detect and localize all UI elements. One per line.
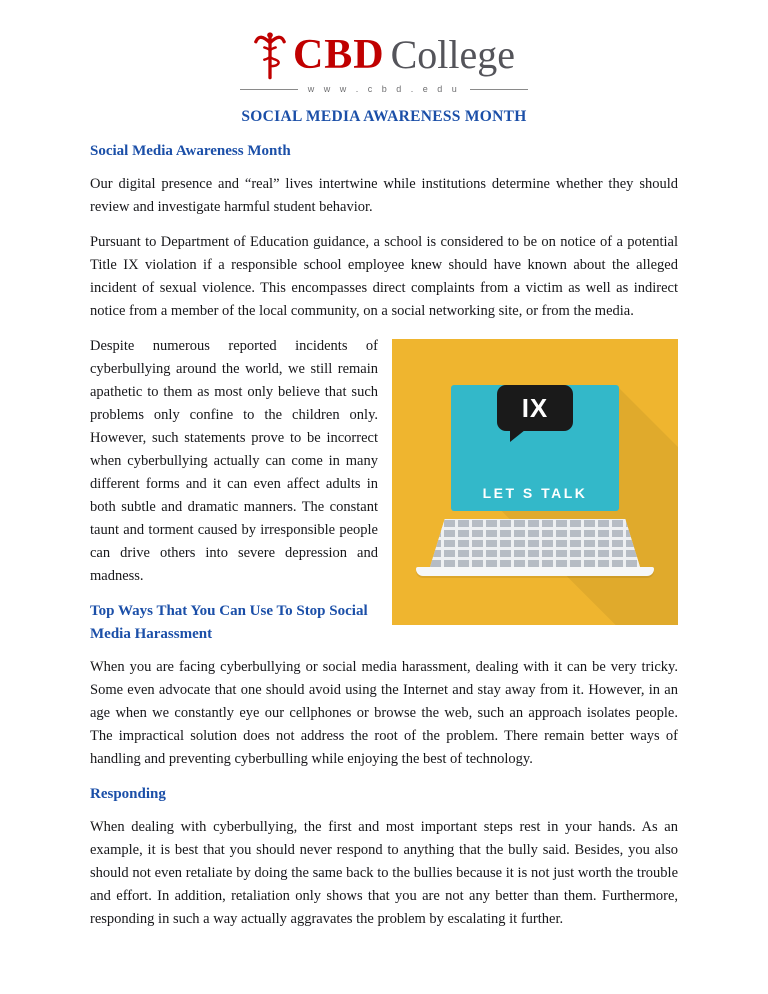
lets-talk-illustration	[392, 339, 678, 625]
paragraph-title-ix: Pursuant to Department of Education guidance, a school is considered to be on notice of a potential Title IX violation if a responsible school employee knew should have known about the alleged incident of sexual violence. This encompasses direct complaints from a victim as well as indirect notice from a member of the local community, on a social networking site, or from the media.	[90, 234, 678, 319]
heading-top-ways: Top Ways That You Can Use To Stop Social Media Harassment	[90, 603, 368, 642]
laptop-base	[416, 567, 654, 576]
logo-website	[90, 84, 678, 94]
paragraph-harassment: When you are facing cyberbullying or social media harassment, dealing with it can be very tricky. Some even advocate that one should avoid using the Internet and stay away from it. However, in an age when we constantly eye our cellphones or browse the web, such an approach isolates people. The impractical solution does not address the root of the problem. There remain better ways of handling and preventing cyberbulling while enjoying the best of technology.	[90, 659, 678, 767]
paragraph-responding: When dealing with cyberbullying, the first and most important steps rest in your hands. As an example, it is best that you should never respond to anything that the bully said. Besides, you also should not even retaliate by doing the same back to the bullies because it is not just worth the trouble and effort. In addition, retaliation only shows that you are not any better than them. Furthermore, responding in such a way actually aggravates the problem by escalating it further.	[90, 819, 678, 927]
lets-talk-caption: LET S TALK	[482, 485, 588, 501]
heading-social-media-awareness: Social Media Awareness Month	[90, 143, 291, 159]
cbd-college-logo	[90, 30, 678, 94]
lets-talk-panel	[451, 385, 619, 511]
logo-rule-left	[240, 89, 298, 90]
logo-brand-primary: CBD	[292, 32, 385, 78]
bubble-label: IX	[521, 392, 549, 423]
logo-rule-right	[470, 89, 528, 90]
logo-website-text: w w w . c b d . e d u	[307, 84, 461, 94]
logo-brand-secondary: College	[390, 32, 516, 77]
caduceus-icon	[253, 30, 287, 80]
laptop-icon	[392, 519, 678, 576]
paragraph-intro: Our digital presence and “real” lives intertwine while institutions determine whether they should review and investigate harmful student behavior.	[90, 176, 678, 215]
heading-responding: Responding	[90, 786, 166, 802]
speech-bubble-icon	[497, 385, 573, 431]
paragraph-cyberbullying: Despite numerous reported incidents of cyberbullying around the world, we still remain apathetic to them as most only believe that such problems only confine to the children only. However, such statements prove to be incorrect when cyberbullying actually can come in many different forms and it can even affect adults in both subtle and dramatic manners. The constant taunt and torment caused by irresponsible people can drive others into severe depression and madness.	[90, 338, 378, 584]
laptop-keyboard	[430, 519, 640, 567]
page-title: SOCIAL MEDIA AWARENESS MONTH	[241, 108, 527, 125]
